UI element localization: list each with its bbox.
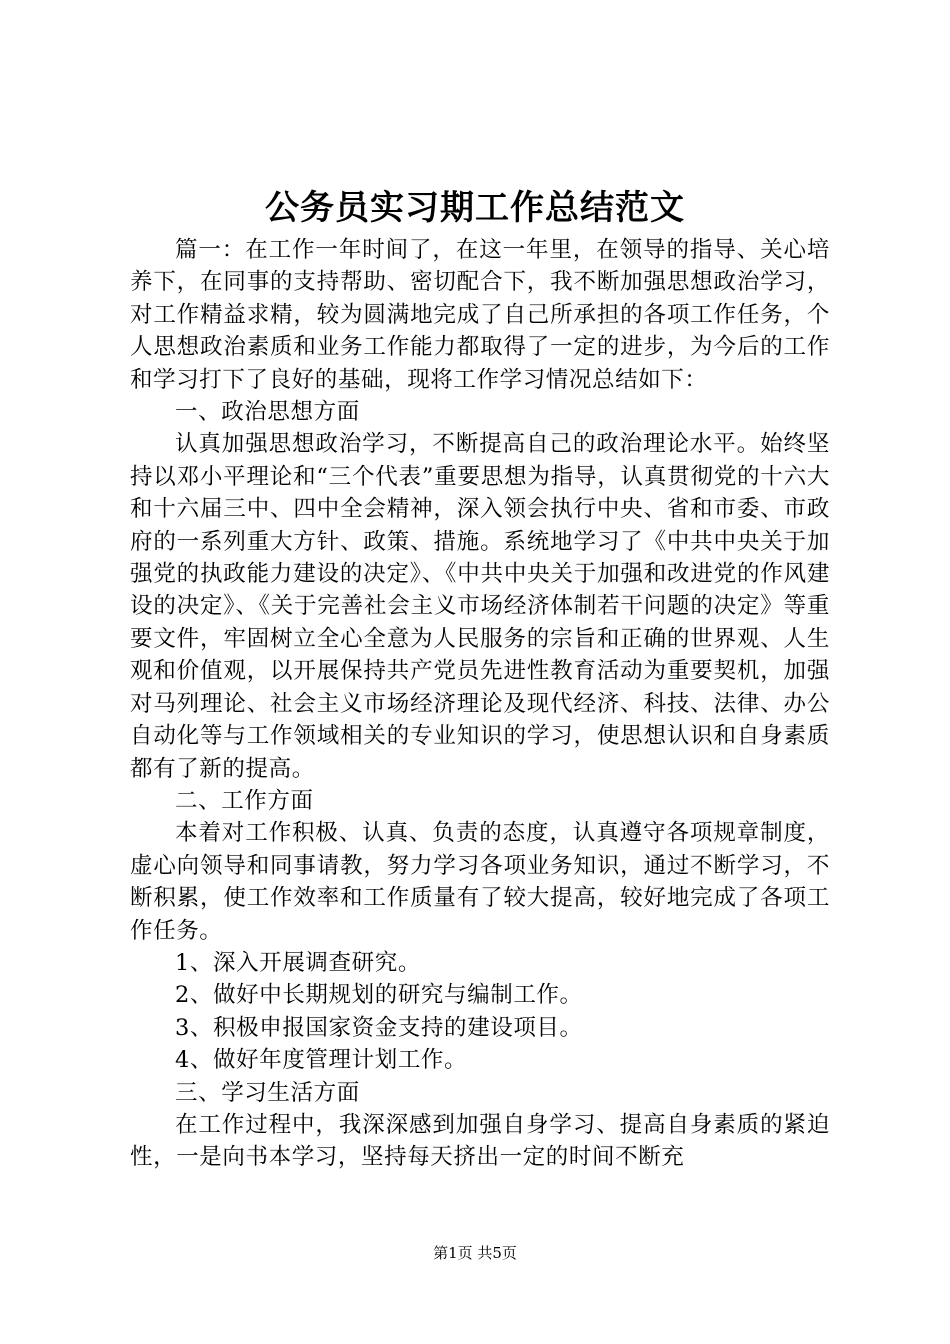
paragraph-politics: 认真加强思想政治学习，不断提高自己的政治理论水平。始终坚持以邓小平理论和“三个代表”重要思想为指导，认真贯彻党的十六大和十六届三中、四中全会精神，深入领会执行中央、省和市委、市政府的一系列重大方针、政策、措施。系统地学习了《中共中央关于加强党的执政能力建设的决定》、《中共中央关于加强和改进党的作风建设的决定》、《关于完善社会主义市场经济体制若干问题的决定》等重要文件，牢固树立全心全意为人民服务的宗旨和正确的世界观、人生观和价值观，以开展保持共产党员先进性教育活动为重要契机，加强对马列理论、社会主义市场经济理论及现代经济、科技、法律、办公自动化等与工作领域相关的专业知识的学习，使思想认识和自身素质都有了新的提高。	[130, 431, 830, 782]
section-heading-politics: 一、政治思想方面	[175, 399, 360, 426]
section-heading-study: 三、学习生活方面	[175, 1079, 360, 1106]
list-item: 2、做好中长期规划的研究与编制工作。	[175, 982, 583, 1009]
list-item: 4、做好年度管理计划工作。	[175, 1047, 468, 1074]
document-body	[130, 234, 830, 1174]
section-heading-work: 二、工作方面	[175, 787, 314, 814]
paragraph-work: 本着对工作积极、认真、负责的态度，认真遵守各项规章制度，虚心向领导和同事请教，努力学习各项业务知识，通过不断学习，不断积累，使工作效率和工作质量有了较大提高，较好地完成了各项工作任务。	[130, 820, 830, 944]
list-item: 3、积极申报国家资金支持的建设项目。	[175, 1014, 583, 1041]
paragraph-intro: 篇一：在工作一年时间了，在这一年里，在领导的指导、关心培养下，在同事的支持帮助、密切配合下，我不断加强思想政治学习，对工作精益求精，较为圆满地完成了自己所承担的各项工作任务，个人思想政治素质和业务工作能力都取得了一定的进步，为今后的工作和学习打下了良好的基础，现将工作学习情况总结如下：	[130, 237, 830, 393]
paragraph-study: 在工作过程中，我深深感到加强自身学习、提高自身素质的紧迫性，一是向书本学习，坚持每天挤出一定的时间不断充	[130, 1111, 830, 1171]
list-item: 1、深入开展调查研究。	[175, 949, 421, 976]
document-title: 公务员实习期工作总结范文	[265, 188, 685, 228]
page-footer: 第1页 共5页	[433, 1244, 517, 1262]
